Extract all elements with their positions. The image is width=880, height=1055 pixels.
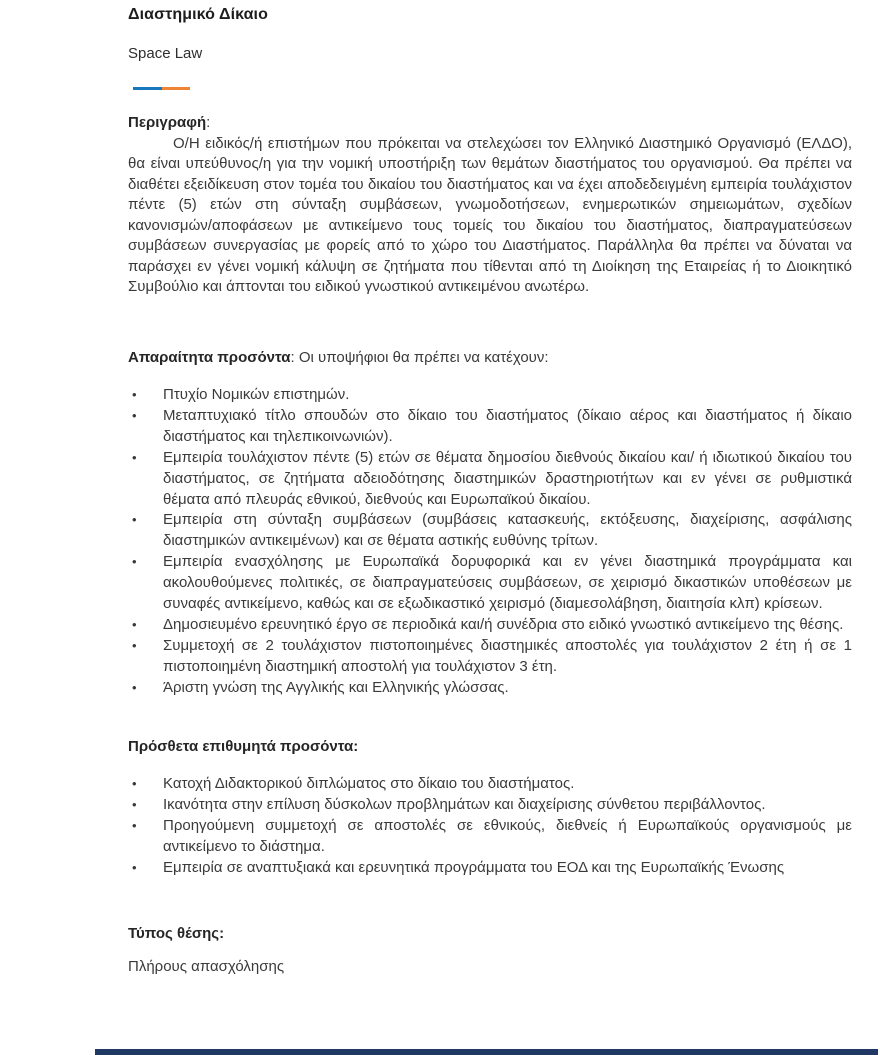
list-item-text: Εμπειρία ενασχόλησης με Ευρωπαϊκά δορυφορικά και εν γένει διαστημικά προγράμματα και ακολουθούμενες πολιτικές, σε διαπραγματεύσεις συμβάσεων, σε χειρισμό δικαστικών υποθέσεων με συναφές αντικείμενο, καθώς και σε εξωδικαστικό χειρισμό (διαμεσολάβηση, διαιτησία κλπ) κρίσεων. (163, 553, 852, 613)
list-item (128, 406, 852, 448)
list-item (128, 636, 852, 678)
list-item (128, 615, 852, 636)
divider-blue-segment (133, 87, 162, 90)
job-title-english: Space Law (128, 45, 203, 62)
document-content (128, 6, 852, 978)
description-heading (128, 113, 852, 134)
list-item-text: Πτυχίο Νομικών επιστημών. (163, 386, 350, 403)
bullet-icon: • (132, 776, 137, 792)
desired-qualifications-list (128, 774, 852, 879)
desired-qualifications-heading: Πρόσθετα επιθυμητά προσόντα: (128, 737, 359, 755)
divider-orange-segment (162, 87, 191, 90)
list-item (128, 774, 852, 795)
bullet-icon: • (132, 387, 137, 402)
required-qualifications-list (128, 385, 852, 699)
list-item (128, 795, 852, 816)
bullet-icon: • (132, 616, 137, 632)
list-item-text: Συμμετοχή σε 2 τουλάχιστον πιστοποιημένες διαστημικές αποστολές για τουλάχιστον 2 έτη ή σε 1 πιστοποιημένη διαστημική αποστολή για τουλάχιστον 3 έτη. (163, 636, 852, 675)
list-item-text: Κατοχή Διδακτορικού διπλώματος στο δίκαιο του διαστήματος. (163, 775, 575, 793)
required-qualifications-label: Απαραίτητα προσόντα (128, 348, 291, 366)
position-type-value: Πλήρους απασχόλησης (128, 958, 285, 976)
list-item (128, 552, 852, 615)
position-type-heading: Τύπος θέσης: (128, 924, 225, 942)
bullet-icon: • (132, 679, 137, 695)
list-item-text: Άριστη γνώση της Αγγλικής και Ελληνικής γλώσσας. (163, 678, 509, 696)
list-item-text: Εμπειρία στη σύνταξη συμβάσεων (συμβάσεις κατασκευής, εκτόξευσης, διαχείρισης, ασφάλισης διαστημικών αντικειμένων) και σε θέματα αστικής ευθύνης τρίτων. (163, 511, 852, 550)
bullet-icon: • (132, 797, 137, 812)
next-section-edge-bar (95, 1049, 878, 1055)
list-item-text: Εμπειρία τουλάχιστον πέντε (5) ετών σε θέματα δημοσίου διεθνούς δικαίου και/ ή ιδιωτικού δικαίου του διαστήματος, σε ζητήματα αδειοδότησης διαστημικών δραστηριοτήτων και εν γένει σε ρυθμιστικά θέματα από πλευράς εθνικού, διεθνούς και Ευρωπαϊκού δικαίου. (163, 448, 852, 508)
list-item-text: Δημοσιευμένο ερευνητικό έργο σε περιοδικά και/ή συνέδρια στο ειδικό γνωστικό αντικείμενο της θέσης. (163, 615, 844, 633)
title-divider (133, 87, 190, 90)
list-item-text: Μεταπτυχιακό τίτλο σπουδών στο δίκαιο του διαστήματος (δίκαιο αέρος και διαστήματος ή δίκαιο διαστήματος και τηλεπικοινωνιών). (163, 406, 852, 445)
bullet-icon: • (132, 817, 137, 833)
bullet-icon: • (132, 637, 137, 653)
list-item (128, 858, 852, 879)
required-qualifications-heading (128, 348, 852, 369)
list-item-text: Ικανότητα στην επίλυση δύσκολων προβλημάτων και διαχείρισης σύνθετου περιβάλλοντος. (163, 796, 766, 813)
bullet-icon: • (132, 512, 137, 528)
list-item-text: Εμπειρία σε αναπτυξιακά και ερευνητικά προγράμματα του ΕΟΔ και της Ευρωπαϊκής Ένωσης (163, 858, 785, 876)
bullet-icon: • (132, 554, 137, 570)
job-title: Διαστημικό Δίκαιο (128, 6, 268, 23)
list-item (128, 510, 852, 552)
list-item-text: Προηγούμενη συμμετοχή σε αποστολές σε εθνικούς, διεθνείς ή Ευρωπαϊκούς οργανισμούς με αντικείμενο το διάστημα. (163, 816, 852, 855)
list-item (128, 816, 852, 858)
required-qualifications-intro: : Οι υποψήφιοι θα πρέπει να κατέχουν: (290, 348, 549, 366)
list-item (128, 385, 852, 406)
list-item (128, 448, 852, 511)
list-item (128, 678, 852, 699)
description-heading-label: Περιγραφή (128, 114, 207, 131)
bullet-icon: • (132, 449, 137, 465)
description-paragraph: Ο/Η ειδικός/ή επιστήμων που πρόκειται να στελεχώσει τον Ελληνικό Διαστημικό Οργανισμό (ΕΛΔΟ), θα είναι υπεύθυνος/η για την νομική υποστήριξη των θεμάτων διαστήματος του οργανισμού. Θα πρέπει να διαθέτει εξειδίκευση στον τομέα του δικαίου του διαστήματος και να έχει αποδεδειγμένη εμπειρία τουλάχιστον πέντε (5) ετών στη σύνταξη συμβάσεων, γνωμοδοτήσεων, ενημερωτικών σημειωμάτων, σχεδίων κανονισμών/αποφάσεων με αντικείμενο τους τομείς του δικαίου του διαστήματος, διαπραγματεύσεων συμβάσεων συνεργασίας με φορείς από το χώρο του Διαστήματος. Παράλληλα θα πρέπει να δύναται να παράσχει εν γένει νομική κάλυψη σε ζητήματα που τίθενται από τη Διοίκηση της Εταιρείας ή το Διοικητικό Συμβούλιο και άπτονται του ειδικού γνωστικού αντικειμένου ανωτέρω. (128, 134, 852, 295)
description-heading-colon: : (206, 114, 211, 131)
bullet-icon: • (132, 407, 137, 423)
bullet-icon: • (132, 859, 137, 875)
